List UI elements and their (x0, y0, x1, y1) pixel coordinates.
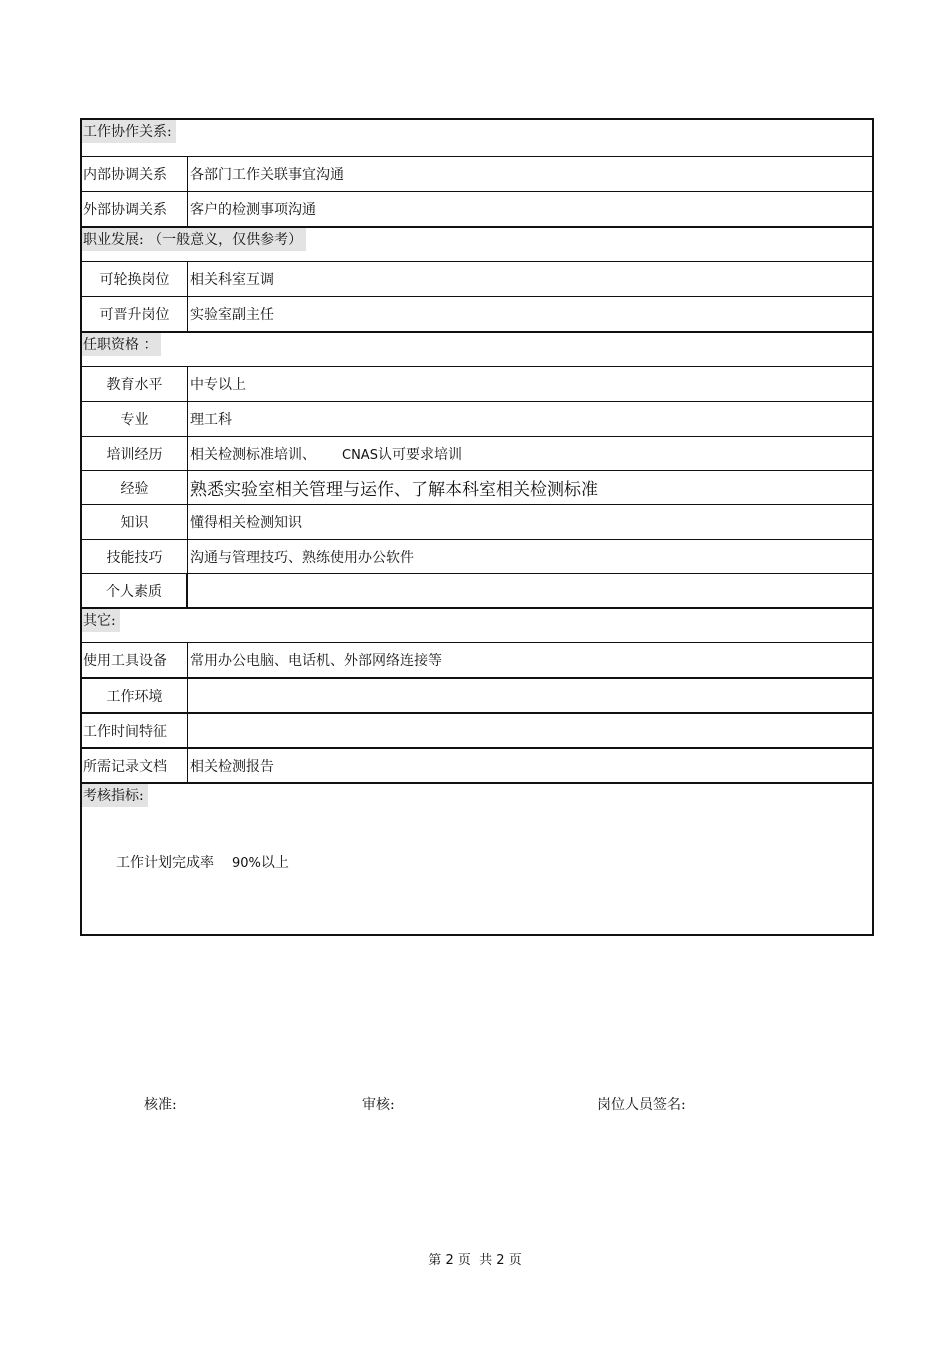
section-heading-others: 其它: (82, 609, 120, 632)
job-description-table (80, 118, 874, 936)
section-collaboration (82, 120, 872, 156)
row-value: 常用办公电脑、电话机、外部网络连接等 (190, 653, 442, 669)
row-label: 可轮换岗位 (82, 262, 188, 296)
section-qualifications (82, 331, 872, 366)
row-value: 实验室副主任 (190, 307, 274, 323)
employee-signature-label: 岗位人员签名: (597, 1097, 686, 1113)
section-heading-collaboration: 工作协作关系: (82, 120, 176, 143)
page-label-post: 页 (508, 1253, 522, 1268)
review-signature-label: 审核: (362, 1097, 395, 1113)
row-value: 相关检测报告 (190, 758, 274, 775)
table-row (82, 642, 872, 677)
table-row (82, 401, 872, 436)
row-label: 经验 (82, 471, 188, 504)
table-row (82, 470, 872, 504)
table-row (82, 366, 872, 401)
approve-signature-label: 核准: (144, 1097, 177, 1113)
section-heading-career: 职业发展: （一般意义，仅供参考） (82, 228, 306, 251)
section-kpi (82, 782, 872, 934)
table-row (82, 191, 872, 226)
table-row (82, 539, 872, 573)
page-label-pre: 第 (428, 1253, 442, 1268)
page-number (0, 1249, 950, 1268)
kpi-item-label: 工作计划完成率 (116, 855, 214, 871)
row-value: 中专以上 (190, 377, 246, 393)
kpi-item-suffix: 以上 (260, 855, 289, 871)
row-label: 工作环境 (82, 679, 188, 712)
section-heading-qualifications: 任职资格 ： (82, 333, 161, 356)
page-current: 2 (445, 1253, 454, 1268)
section-heading-kpi: 考核指标: (82, 784, 148, 807)
training-text: 相关检测标准培训、 (190, 446, 316, 463)
table-row (82, 747, 872, 782)
row-label: 教育水平 (82, 367, 188, 401)
row-label: 外部协调关系 (82, 192, 188, 226)
row-label: 可晋升岗位 (82, 297, 188, 331)
row-value: 客户的检测事项沟通 (190, 202, 316, 218)
row-label: 使用工具设备 (82, 643, 188, 677)
row-label: 技能技巧 (82, 540, 188, 573)
kpi-item (116, 852, 289, 872)
row-value: 理工科 (190, 412, 232, 428)
page-total: 2 (496, 1253, 505, 1268)
table-row (82, 504, 872, 539)
row-label: 专业 (82, 402, 188, 436)
kpi-item-value: 90% (232, 856, 261, 871)
table-row (82, 436, 872, 470)
row-value: 相关科室互调 (190, 272, 274, 288)
section-career (82, 226, 872, 261)
table-row (82, 573, 872, 607)
table-row (82, 261, 872, 296)
page-label-mid: 页 共 (457, 1253, 493, 1268)
row-value: 懂得相关检测知识 (190, 515, 302, 531)
table-row (82, 296, 872, 331)
table-row (82, 712, 872, 747)
row-value (188, 444, 462, 464)
training-suffix: 认可要求培训 (377, 446, 462, 463)
table-row (82, 677, 872, 712)
row-label: 知识 (82, 505, 188, 539)
row-value: 沟通与管理技巧、熟练使用办公软件 (190, 549, 414, 566)
cnas-text: CNAS (342, 447, 378, 463)
section-others (82, 607, 872, 642)
row-value: 各部门工作关联事宜沟通 (190, 167, 344, 183)
row-value: 熟悉实验室相关管理与运作、了解本科室相关检测标准 (190, 480, 598, 500)
row-label: 个人素质 (82, 574, 188, 607)
row-label: 内部协调关系 (82, 157, 188, 191)
table-row (82, 156, 872, 191)
row-label: 培训经历 (82, 437, 188, 470)
row-label: 工作时间特征 (82, 714, 188, 747)
row-label: 所需记录文档 (82, 749, 188, 782)
